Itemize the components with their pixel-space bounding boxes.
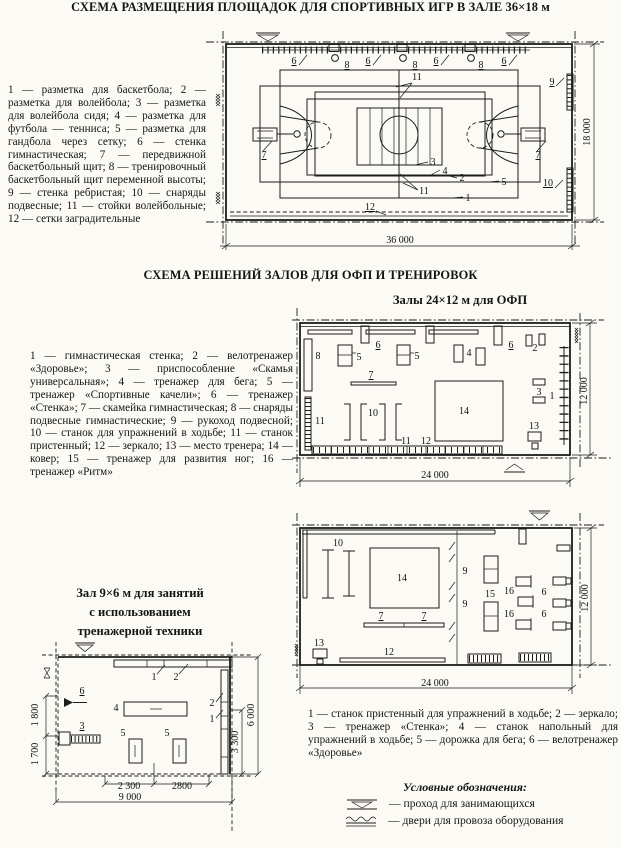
diagram-label: 1 — [209, 714, 215, 725]
diagram-label: 6 — [541, 587, 547, 598]
diagram-label: 5 — [356, 352, 362, 363]
legend-hall-36x18: 1 — разметка для баскетбола; 2 — разметка для волейбола; 3 — разметка для волейбола сидя; 4 — разметка для футбола — тенниса; 5 — разметка для гандбола через сетку; 6 — стенка гимнастическая; 7 — передвижной баскетбольный щит; 8 — тренировочный баскетбольный щит переменной высоты; 9 — стенка ребристая; 10 — снаряды подвесные; 11 — стойки волейбольные; 12 — сетки заградительные — [8, 84, 206, 226]
passage-icon — [529, 511, 550, 520]
diagram-label: 2 — [209, 698, 215, 709]
diagram-labels — [314, 538, 591, 689]
diagram-label: 12 000 — [579, 377, 590, 405]
diagram-label: 3 300 — [230, 730, 241, 754]
diagram-label: 6 — [291, 56, 297, 67]
diagram-label: 9 — [462, 566, 468, 577]
diagram-label: 6 000 — [246, 703, 257, 727]
diagram-label: 9 — [549, 77, 555, 88]
diagram-label: 2800 — [172, 781, 192, 792]
diagram-label: 5 — [120, 728, 126, 739]
trainer-place-13 — [313, 649, 327, 664]
equipment-door-icon — [344, 814, 378, 828]
diagram-label: 3 — [79, 721, 85, 732]
section-title-ofp: СХЕМА РЕШЕНИЙ ЗАЛОВ ДЛЯ ОФП И ТРЕНИРОВОК — [143, 268, 478, 282]
diagram-label: 15 — [485, 589, 495, 600]
diagram-label: 2 — [173, 672, 179, 683]
symbol-row-passage — [345, 797, 535, 811]
diagram-labels — [315, 340, 590, 481]
gym-bench-7 — [351, 382, 396, 385]
diagram-label: 6 — [79, 686, 85, 697]
running-tracks-5 — [129, 739, 186, 763]
diagram-label: 36 000 — [386, 235, 414, 246]
hall-36x18-floor-plan — [200, 28, 620, 265]
page-title: СХЕМА РАЗМЕЩЕНИЯ ПЛОЩАДОК ДЛЯ СПОРТИВНЫХ ИГР В ЗАЛЕ 36×18 м — [71, 0, 550, 14]
diagram-label: 6 — [541, 609, 547, 620]
diagram-label: 4 — [442, 166, 448, 177]
diagram-label: 6 — [375, 340, 381, 351]
diagram-label: 10 — [368, 408, 378, 419]
gymnastic-walls — [262, 50, 530, 65]
title-hall-9x6-line2: с использованием — [89, 605, 191, 619]
diagram-label: 10 — [543, 178, 553, 189]
diagram-label: 8 — [344, 60, 350, 71]
diagram-label: 10 — [333, 538, 343, 549]
title-hall-9x6-line3: тренажерной техники — [77, 624, 203, 638]
diagram-label: 7 — [261, 150, 267, 161]
dimension-lines — [220, 41, 600, 250]
diagram-label: 1 700 — [30, 742, 41, 766]
diagram-label: 1 800 — [30, 703, 41, 727]
diagram-label: 3 — [536, 387, 542, 398]
diagram-label: 5 — [501, 177, 507, 188]
passage-icon — [75, 643, 95, 652]
symbols-heading: Условные обозначения: — [403, 780, 527, 794]
mirror-strip-11-12 — [312, 446, 502, 454]
diagram-label: 9 — [462, 599, 468, 610]
diagram-label: 9 000 — [118, 792, 142, 803]
mirror-12 — [340, 658, 445, 662]
diagram-label: 7 — [535, 150, 541, 161]
passage-icon — [256, 33, 530, 41]
diagram-label: 1 — [549, 391, 555, 402]
hanging-apparatus — [555, 168, 573, 212]
diagram-label: 4 — [113, 703, 119, 714]
diagram-label: 11 — [412, 72, 422, 83]
diagram-labels — [262, 56, 594, 246]
diagram-label: 8 — [315, 351, 321, 362]
hanging-gym-apparatus — [308, 326, 502, 345]
stenka-trainer-3 — [59, 732, 100, 745]
dimension-lines — [296, 525, 597, 694]
diagram-label: 12 — [365, 202, 375, 213]
diagram-label: 5 — [164, 728, 170, 739]
equipment-door-icon — [575, 328, 578, 343]
hall-9x6-floor-plan — [2, 626, 294, 844]
equipment-door-icon — [295, 644, 298, 656]
protective-net — [230, 211, 568, 215]
diagram-label: 2 — [459, 173, 465, 184]
diagram-labels — [30, 672, 257, 803]
diagram-label: 11 — [401, 436, 411, 447]
diagram-label: 6 — [501, 56, 507, 67]
ribbed-wall — [556, 74, 573, 110]
legend-halls-24x12: 1 — гимнастическая стенка; 2 — велотренажер «Здоровье»; 3 — приспособление «Скамья универсальная»; 4 — тренажер для бега; 5 — тренажер «Спортивные качели»; 6 — тренажер «Стенка»; 7 — скамейка гимнастическая; 8 — снаряды подвесные гимнастические; 9 — рукоход подвесной; 10 — станок для упражнений в ходьбе; 11 — станок пристенный; 12 — зеркало; 13 — место тренера; 14 — ковер; 15 — тренажер для развития ног; 16 — тренажер «Ритм» — [30, 350, 293, 479]
diagram-label: 16 — [504, 609, 514, 620]
hanging-monkeybars-9 — [449, 531, 457, 665]
equipment-door-icon — [216, 94, 220, 204]
wall-stand-8 — [304, 339, 312, 391]
passage-icon — [504, 464, 525, 472]
symbol-row-doors — [344, 814, 563, 828]
diagram-label: 11 — [419, 186, 429, 197]
doors-label: — двери для провоза оборудования — [388, 814, 564, 827]
diagram-label: 8 — [412, 60, 418, 71]
wall-trainers-6 — [553, 577, 571, 630]
diagram-label: 2 — [532, 343, 538, 354]
diagram-label: 1 — [465, 193, 471, 204]
diagram-label: 7 — [378, 611, 384, 622]
diagram-label: 11 — [315, 416, 325, 427]
diagram-label: 6 — [365, 56, 371, 67]
ritm-trainers-16 — [516, 575, 533, 631]
diagram-label: 16 — [504, 586, 514, 597]
subtitle-halls-24x12: Залы 24×12 м для ОФП — [392, 293, 528, 307]
diagram-label: 14 — [459, 406, 469, 417]
walking-stands-10 — [322, 550, 355, 598]
diagram-label: 18 000 — [582, 118, 593, 146]
bike-trainer-6 — [64, 698, 87, 707]
diagram-label: 14 — [397, 573, 407, 584]
bench-strips — [468, 653, 551, 663]
gym-benches-7 — [364, 623, 444, 627]
carpet-14 — [435, 381, 503, 441]
diagram-label: 6 — [508, 340, 514, 351]
diagram-label: 12 000 — [580, 584, 591, 612]
diagram-label: 24 000 — [421, 470, 449, 481]
wall-stand-11 — [305, 397, 311, 450]
diagram-label: 12 — [384, 647, 394, 658]
floor-stand-4 — [124, 702, 187, 716]
title-hall-9x6-line1: Зал 9×6 м для занятий — [76, 586, 204, 600]
passage-label: — проход для занимающихся — [389, 797, 535, 810]
diagram-label: 8 — [478, 60, 484, 71]
diagram-label: 24 000 — [421, 678, 449, 689]
diagram-label: 3 — [430, 157, 436, 168]
diagram-label: 13 — [529, 421, 539, 432]
diagram-label: 6 — [433, 56, 439, 67]
diagram-label: 5 — [414, 351, 420, 362]
wall-fixture — [519, 529, 570, 551]
diagram-label: 13 — [314, 638, 324, 649]
diagram-label: 2 300 — [117, 781, 141, 792]
passage-icon — [345, 797, 379, 811]
diagram-label: 1 — [151, 672, 157, 683]
hall-24x12-plan-a — [292, 303, 621, 503]
diagram-label: 7 — [368, 370, 374, 381]
diagram-label: 4 — [466, 348, 472, 359]
hall-24x12-plan-b — [292, 498, 621, 705]
equipment-door-icon — [44, 668, 50, 678]
legend-hall-9x6: 1 — станок пристенный для упражнений в ходьбе; 2 — зеркало; 3 — тренажер «Стенка»; 4 — станок напольный для упражнений в ходьбе; 5 — дорожка для бега; 6 — велотренажер «Здоровье» — [308, 708, 618, 759]
diagram-label: 7 — [421, 611, 427, 622]
diagram-label: 12 — [421, 436, 431, 447]
trainer-place-13 — [528, 432, 541, 449]
